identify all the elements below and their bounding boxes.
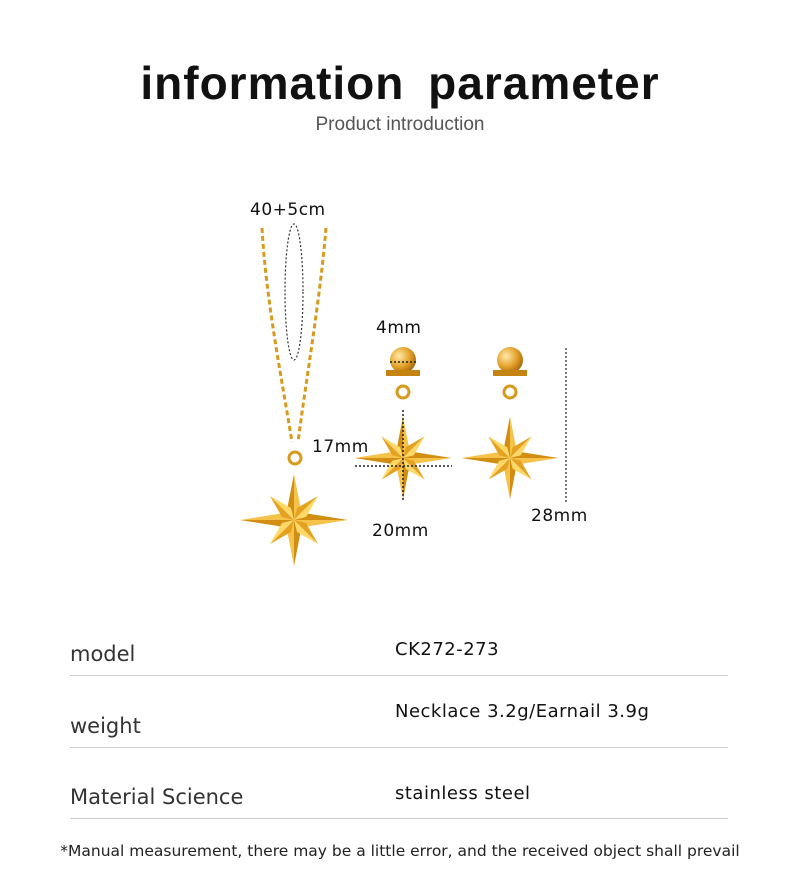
param-label-material: Material Science (70, 785, 244, 809)
page-subtitle: Product introduction (315, 114, 485, 135)
parameter-table (70, 625, 728, 819)
product-figure (0, 180, 800, 600)
earring-length-label: 28mm (531, 506, 588, 526)
measurement-note: *Manual measurement, there may be a little error, and the received object shall prevail (60, 842, 740, 860)
param-value-weight: Necklace 3.2g/Earnail 3.9g (395, 701, 650, 722)
stud-width-label: 4mm (376, 318, 422, 338)
page-title: information parameter (140, 57, 660, 109)
chain-length-label: 40+5cm (250, 200, 326, 220)
param-label-weight: weight (70, 714, 141, 738)
earring-right (461, 347, 566, 502)
necklace (240, 224, 348, 566)
star-height-label: 17mm (312, 437, 369, 457)
param-value-material: stainless steel (395, 783, 531, 804)
param-label-model: model (70, 642, 136, 666)
earring-left (354, 347, 452, 500)
star-width-label: 20mm (372, 521, 429, 541)
param-value-model: CK272-273 (395, 639, 500, 660)
